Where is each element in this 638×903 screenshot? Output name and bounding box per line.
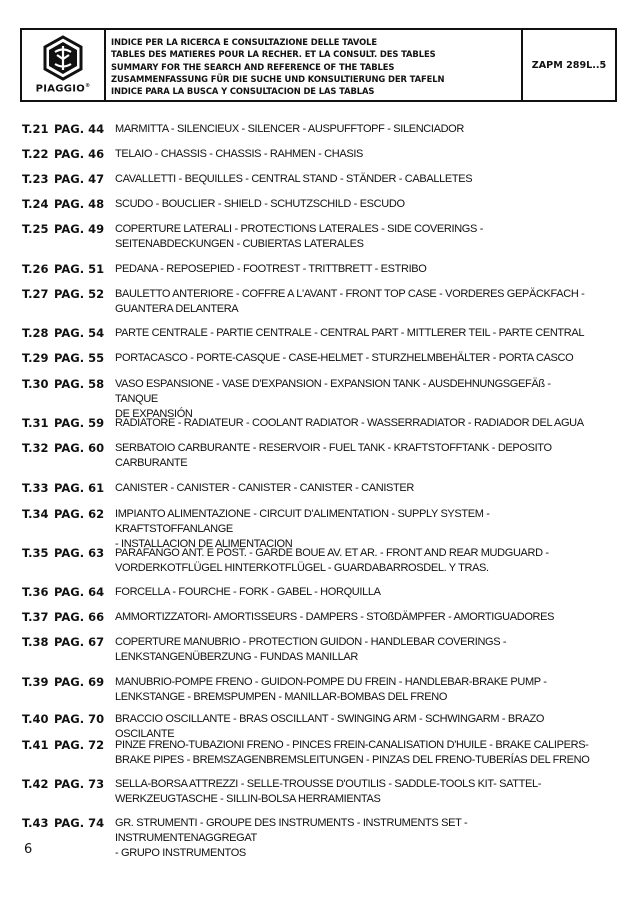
table-number: T.31 — [22, 416, 49, 430]
description-line: SERBATOIO CARBURANTE - RESERVOIR - FUEL TANK - KRAFTSTOFFTANK - DEPOSITO — [115, 442, 552, 454]
description-line: CARBURANTE — [115, 457, 188, 469]
page-reference: PAG. 60 — [54, 441, 105, 455]
index-entry — [22, 326, 592, 341]
table-number: T.35 — [22, 546, 49, 560]
description-line: VASO ESPANSIONE - VASE D'EXPANSION - EXPANSION TANK - AUSDEHNUNGSGEFÄß - TANQUE — [115, 378, 551, 405]
description-line: MARMITTA - SILENCIEUX - SILENCER - AUSPUFFTOPF - SILENCIADOR — [115, 123, 464, 135]
header-title-de: ZUSAMMENFASSUNG FÜR DIE SUCHE UND KONSULTIERUNG DER TAFELN — [111, 73, 445, 84]
description-line: TELAIO - CHASSIS - CHASSIS - RAHMEN - CHASIS — [115, 148, 364, 160]
entry-description — [115, 481, 592, 496]
page-reference: PAG. 63 — [54, 546, 105, 560]
page-reference: PAG. 51 — [54, 262, 105, 276]
description-line: PORTACASCO - PORTE-CASQUE - CASE-HELMET - STURZHELMBEHÄLTER - PORTA CASCO — [115, 352, 574, 364]
description-line: GR. STRUMENTI - GROUPE DES INSTRUMENTS - INSTRUMENTS SET - INSTRUMENTENAGGREGAT — [115, 817, 468, 844]
index-entry — [22, 777, 592, 807]
description-line: CAVALLETTI - BEQUILLES - CENTRAL STAND - STÄNDER - CABALLETES — [115, 173, 473, 185]
piaggio-logo: PIAGGIO® — [22, 30, 106, 100]
table-number: T.21 — [22, 122, 49, 136]
page-reference: PAG. 66 — [54, 610, 105, 624]
description-line: BRAKE PIPES - BREMSZAGENBREMSLEITUNGEN - PINZAS DEL FRENO-TUBERÍAS DEL FRENO — [115, 754, 590, 766]
table-number: T.36 — [22, 585, 49, 599]
entry-description — [115, 287, 592, 317]
page-reference: PAG. 70 — [54, 712, 105, 726]
piaggio-emblem-icon — [41, 35, 85, 81]
index-entry — [22, 585, 592, 600]
description-line: MANUBRIO-POMPE FRENO - GUIDON-POMPE DU FREIN - HANDLEBAR-BRAKE PUMP - — [115, 676, 547, 688]
page-reference: PAG. 72 — [54, 738, 105, 752]
header-titles — [106, 30, 523, 100]
table-number: T.23 — [22, 172, 49, 186]
table-number: T.26 — [22, 262, 49, 276]
page-number: 6 — [24, 842, 33, 857]
table-number: T.27 — [22, 287, 49, 301]
index-entry — [22, 635, 592, 665]
table-number: T.40 — [22, 712, 49, 726]
index-entry — [22, 222, 592, 252]
description-line: FORCELLA - FOURCHE - FORK - GABEL - HORQUILLA — [115, 586, 381, 598]
table-number: T.29 — [22, 351, 49, 365]
entry-description — [115, 777, 592, 807]
table-number: T.33 — [22, 481, 49, 495]
header-title-es: INDICE PARA LA BUSCA Y CONSULTACION DE LAS TABLAS — [111, 86, 375, 97]
description-line: AMMORTIZZATORI- AMORTISSEURS - DAMPERS - STOßDÄMPFER - AMORTIGUADORES — [115, 611, 555, 623]
description-line: RADIATORE - RADIATEUR - COOLANT RADIATOR - WASSERRADIATOR - RADIADOR DEL AGUA — [115, 417, 584, 429]
table-number: T.30 — [22, 377, 49, 391]
table-number: T.41 — [22, 738, 49, 752]
page-reference: PAG. 74 — [54, 816, 105, 830]
entry-description — [115, 416, 592, 431]
index-entry — [22, 675, 592, 705]
description-line: BAULETTO ANTERIORE - COFFRE A L'AVANT - FRONT TOP CASE - VORDERES GEPÄCKFACH - — [115, 288, 585, 300]
entry-description — [115, 441, 592, 471]
table-number: T.32 — [22, 441, 49, 455]
table-number: T.25 — [22, 222, 49, 236]
page-reference: PAG. 55 — [54, 351, 105, 365]
entry-description — [115, 222, 592, 252]
index-entry — [22, 738, 592, 768]
description-line: PARAFANGO ANT. E POST. - GARDE BOUE AV. ET AR. - FRONT AND REAR MUDGUARD - — [115, 547, 549, 559]
logo-text: PIAGGIO — [35, 83, 86, 95]
table-number: T.28 — [22, 326, 49, 340]
table-number: T.42 — [22, 777, 49, 791]
index-entry — [22, 610, 592, 625]
description-line: SEITENABDECKUNGEN - CUBIERTAS LATERALES — [115, 238, 364, 250]
entry-description — [115, 635, 592, 665]
description-line: GUANTERA DELANTERA — [115, 303, 239, 315]
header-title-it: INDICE PER LA RICERCA E CONSULTAZIONE DELLE TAVOLE — [111, 37, 378, 47]
table-number: T.43 — [22, 816, 49, 830]
page-reference: PAG. 52 — [54, 287, 105, 301]
entry-description — [115, 172, 592, 187]
description-line: - GRUPO INSTRUMENTOS — [115, 847, 246, 859]
table-number: T.24 — [22, 197, 49, 211]
description-line: COPERTURE LATERALI - PROTECTIONS LATERALES - SIDE COVERINGS - — [115, 223, 484, 235]
description-line: LENKSTANGENÜBERZUNG - FUNDAS MANILLAR — [115, 651, 358, 663]
description-line: PEDANA - REPOSEPIED - FOOTREST - TRITTBRETT - ESTRIBO — [115, 263, 427, 275]
page-reference: PAG. 58 — [54, 377, 105, 391]
index-entry — [22, 481, 592, 496]
page-reference: PAG. 59 — [54, 416, 105, 430]
entry-description — [115, 546, 592, 576]
entry-description — [115, 610, 592, 625]
index-entry — [22, 546, 592, 576]
entry-description — [115, 262, 592, 277]
page-reference: PAG. 67 — [54, 635, 105, 649]
table-number: T.22 — [22, 147, 49, 161]
entry-description — [115, 197, 592, 212]
description-line: COPERTURE MANUBRIO - PROTECTION GUIDON - HANDLEBAR COVERINGS - — [115, 636, 507, 648]
entry-description — [115, 326, 592, 341]
description-line: PARTE CENTRALE - PARTIE CENTRALE - CENTRAL PART - MITTLERER TEIL - PARTE CENTRAL — [115, 327, 585, 339]
table-number: T.34 — [22, 507, 49, 521]
table-number: T.38 — [22, 635, 49, 649]
header-title-fr: TABLES DES MATIERES POUR LA RECHER. ET LA CONSULT. DES TABLES — [111, 49, 436, 60]
entry-description — [115, 738, 592, 768]
description-line: CANISTER - CANISTER - CANISTER - CANISTER - CANISTER — [115, 482, 414, 494]
index-entry — [22, 147, 592, 162]
table-number: T.37 — [22, 610, 49, 624]
index-entry — [22, 197, 592, 212]
page-reference: PAG. 49 — [54, 222, 105, 236]
entry-description — [115, 351, 592, 366]
index-entry — [22, 441, 592, 471]
page-reference: PAG. 44 — [54, 122, 105, 136]
index-entry — [22, 172, 592, 187]
description-line: LENKSTANGE - BREMSPUMPEN - MANILLAR-BOMBAS DEL FRENO — [115, 691, 448, 703]
description-line: IMPIANTO ALIMENTAZIONE - CIRCUIT D'ALIMENTATION - SUPPLY SYSTEM - KRAFTSTOFFANLANGE — [115, 508, 490, 535]
index-entry — [22, 122, 592, 137]
description-line: - INSTALLACION DE ALIMENTACION — [115, 538, 293, 550]
entry-description — [115, 585, 592, 600]
entry-description — [115, 675, 592, 705]
description-line: VORDERKOTFLÜGEL HINTERKOTFLÜGEL - GUARDABARROSDEL. Y TRAS. — [115, 562, 489, 574]
index-entry — [22, 351, 592, 366]
page-reference: PAG. 69 — [54, 675, 105, 689]
page-reference: PAG. 61 — [54, 481, 105, 495]
page-reference: PAG. 73 — [54, 777, 105, 791]
header-title-en: SUMMARY FOR THE SEARCH AND REFERENCE OF THE TABLES — [111, 61, 395, 72]
description-line: BRACCIO OSCILLANTE - BRAS OSCILLANT - SWINGING ARM - SCHWINGARM - BRAZO OSCILANTE — [115, 713, 545, 740]
index-entry — [22, 287, 592, 317]
page-reference: PAG. 64 — [54, 585, 105, 599]
page-reference: PAG. 47 — [54, 172, 105, 186]
page-reference: PAG. 54 — [54, 326, 105, 340]
entry-description — [115, 147, 592, 162]
entry-description — [115, 122, 592, 137]
document-header — [20, 28, 617, 102]
description-line: SELLA-BORSA ATTREZZI - SELLE-TROUSSE D'OUTILIS - SADDLE-TOOLS KIT- SATTEL- — [115, 778, 542, 790]
page-reference: PAG. 46 — [54, 147, 105, 161]
entry-description — [115, 816, 592, 861]
index-entry — [22, 816, 592, 861]
index-entry — [22, 416, 592, 431]
description-line: SCUDO - BOUCLIER - SHIELD - SCHUTZSCHILD - ESCUDO — [115, 198, 405, 210]
index-entry — [22, 262, 592, 277]
page-reference: PAG. 48 — [54, 197, 105, 211]
description-line: DE EXPANSIÓN — [115, 408, 193, 420]
description-line: PINZE FRENO-TUBAZIONI FRENO - PINCES FREIN-CANALISATION D'HUILE - BRAKE CALIPERS- — [115, 739, 589, 751]
description-line: WERKZEUGTASCHE - SILLIN-BOLSA HERRAMIENTAS — [115, 793, 381, 805]
table-number: T.39 — [22, 675, 49, 689]
page-reference: PAG. 62 — [54, 507, 105, 521]
document-code: ZAPM 289L..5 — [531, 59, 607, 71]
